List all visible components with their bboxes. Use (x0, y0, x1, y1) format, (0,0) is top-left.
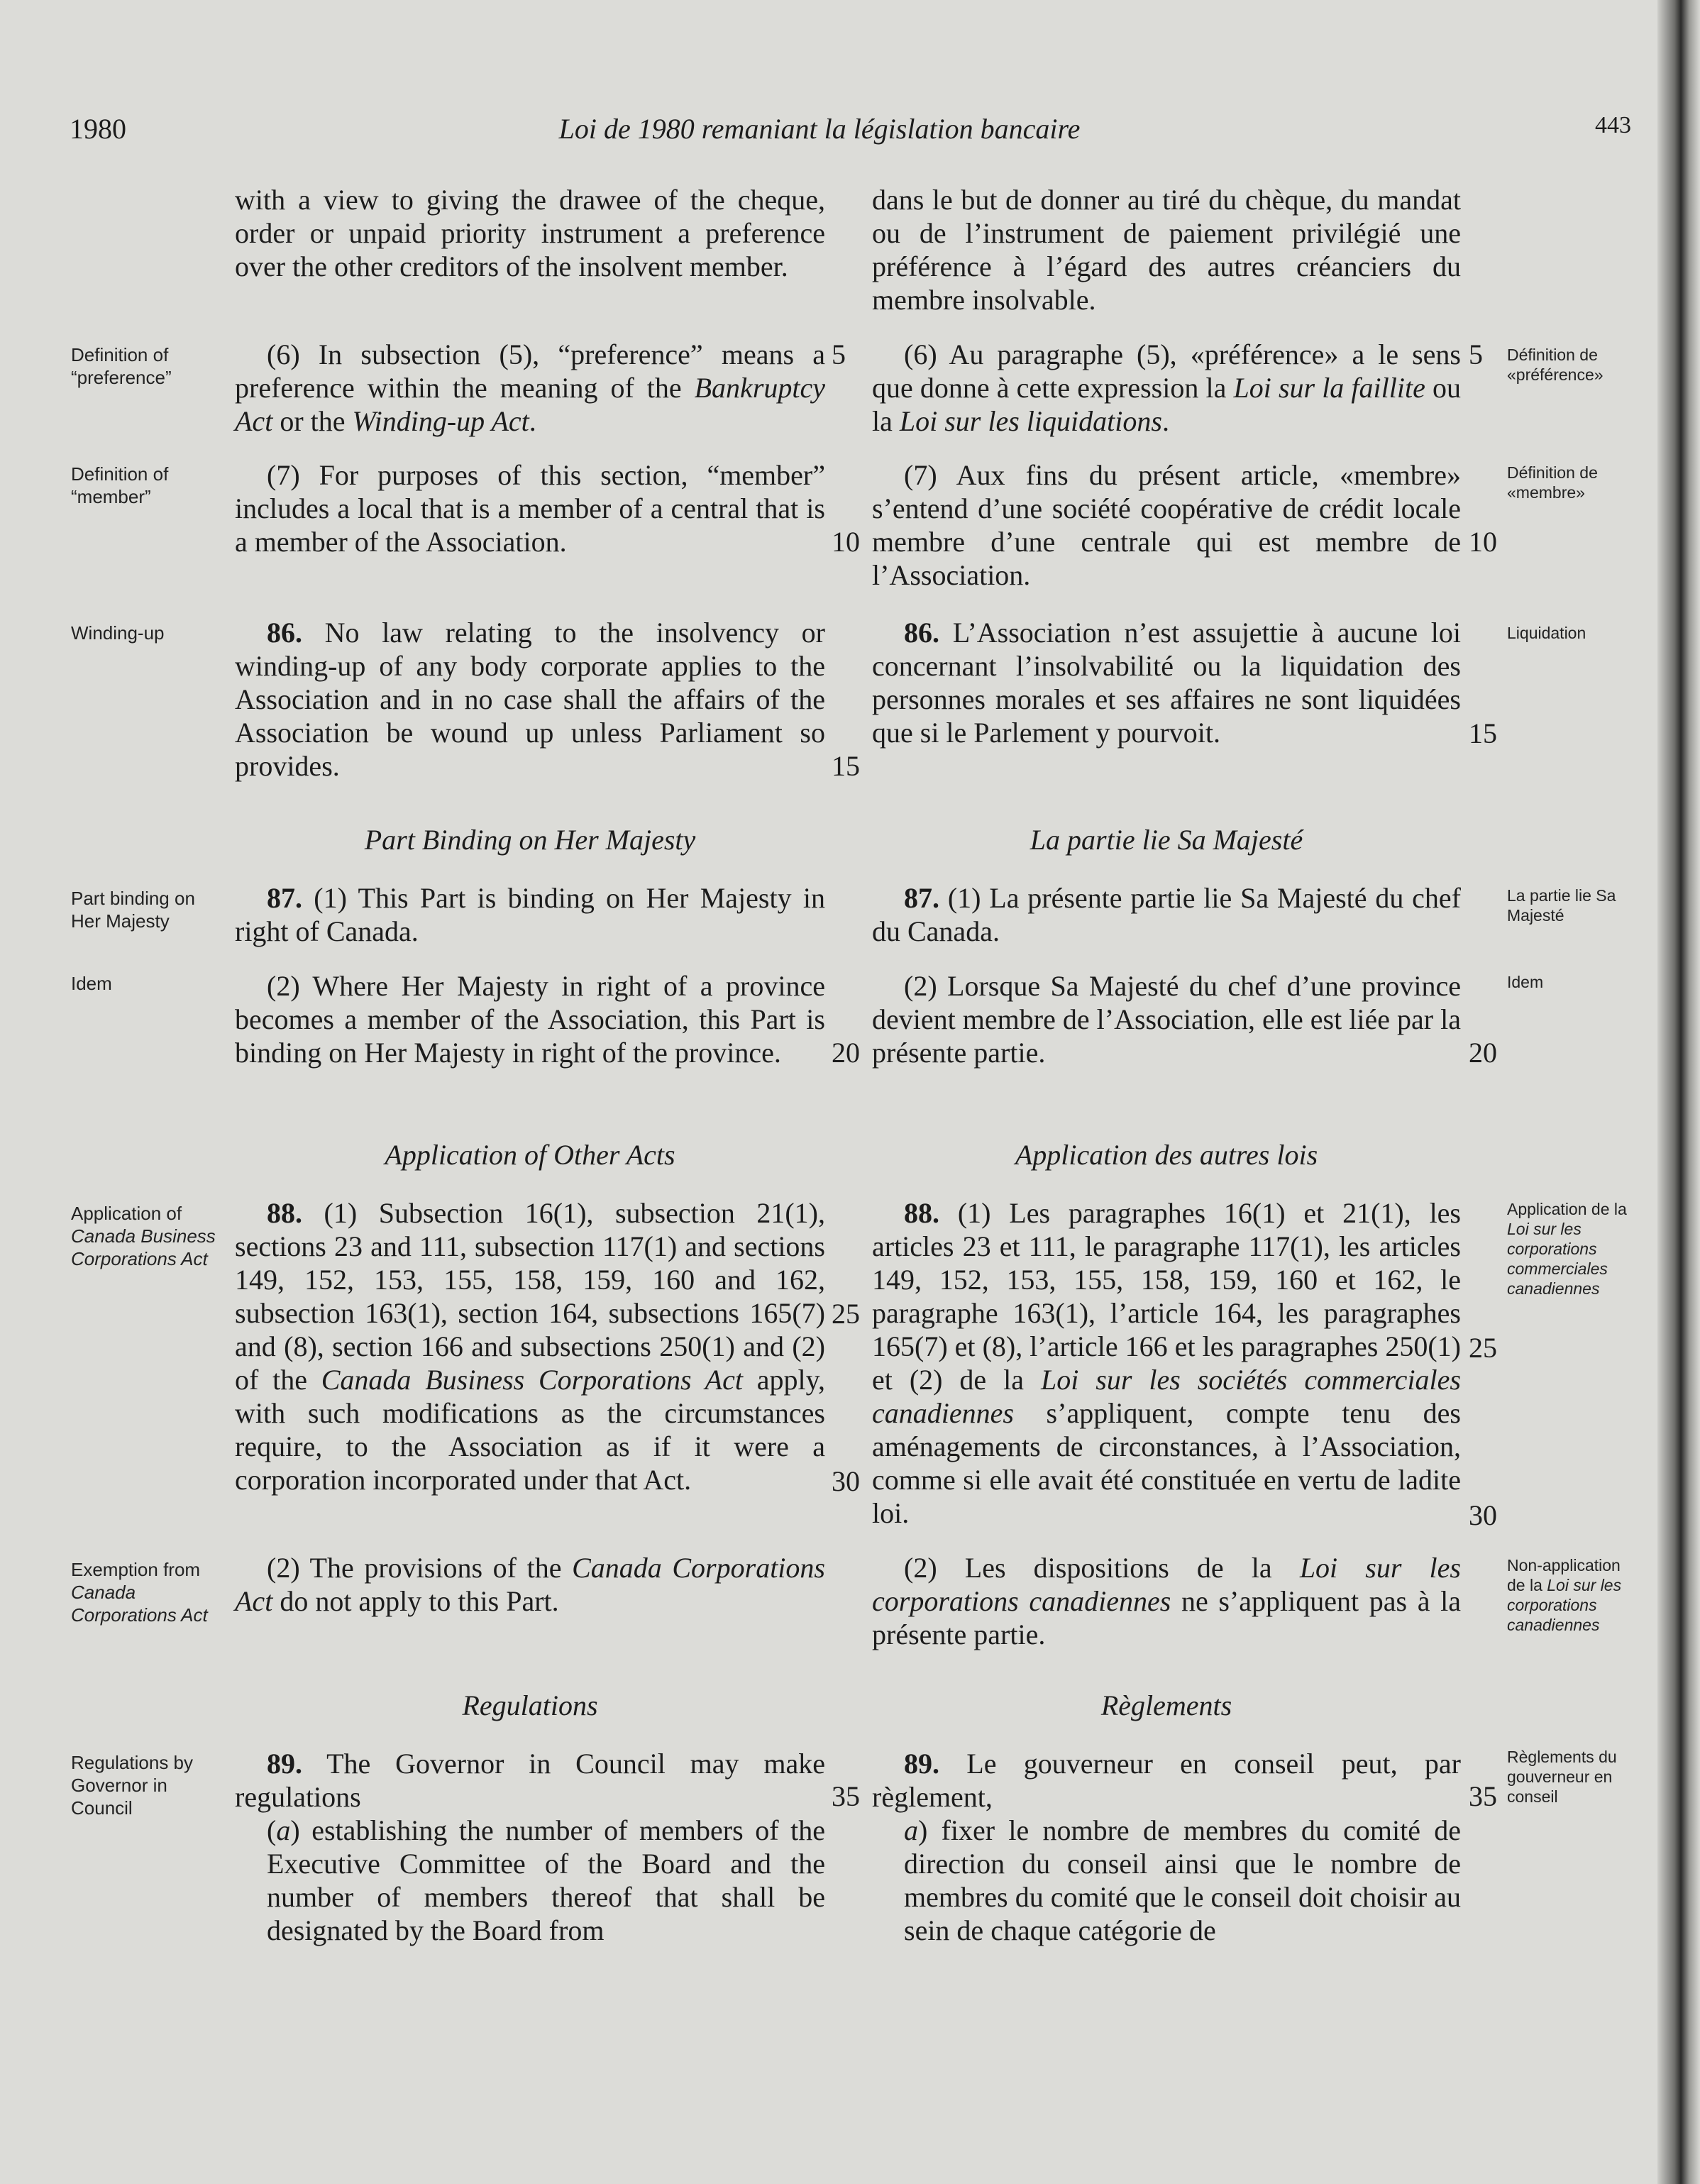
line-number: 10 (1469, 526, 1497, 558)
french-s86: 86. L’Association n’est assujettie à aucune loi concernant l’insolvabilité ou la liquidation des personnes morales et ses affaires ne sont liquidées que si le Parlement y pourvoit. (872, 617, 1461, 749)
line-number: 10 (832, 526, 860, 558)
french-heading-regulations: Règlements (1100, 1689, 1232, 1721)
line-number: 15 (1469, 717, 1497, 749)
margin-note-en-regulations: Regulations by Governor in Council (71, 1752, 193, 1819)
english-heading-other-acts: Application of Other Acts (385, 1139, 675, 1171)
english-s87-2: (2) Where Her Majesty in right of a province becomes a member of the Association, this Part is binding on Her Majesty in right of the province. (235, 970, 825, 1069)
margin-note-fr-non-application: Non-application de la Loi sur les corporations canadiennes (1507, 1556, 1622, 1634)
line-number: 30 (832, 1465, 860, 1497)
french-s87-2: (2) Lorsque Sa Majesté du chef d’une province devient membre de l’Association, elle est liée par la présente partie. (872, 970, 1461, 1069)
line-number: 35 (1469, 1780, 1497, 1812)
margin-note-en-exemption: Exemption from Canada Corporations Act (71, 1559, 208, 1626)
english-continuation: with a view to giving the drawee of the cheque, order or unpaid priority instrument a preference over the other creditors of the insolvent member. (235, 184, 825, 282)
line-number: 35 (832, 1780, 860, 1812)
line-number: 5 (1469, 338, 1483, 370)
french-s85-7: (7) Aux fins du présent article, «membre» s’entend d’une société coopérative de crédit locale membre d’une centrale qui est membre de l’Association. (872, 459, 1461, 591)
english-heading-part-binding: Part Binding on Her Majesty (364, 824, 696, 856)
line-number: 25 (832, 1298, 860, 1330)
english-s85-6: (6) In subsection (5), “preference” means a preference within the meaning of the Bankruptcy Act or the Winding-up Act. (235, 338, 825, 437)
margin-note-en-application-cbca: Application of Canada Business Corporations Act (71, 1203, 216, 1269)
english-s87-1: 87. (1) This Part is binding on Her Majesty in right of Canada. (235, 882, 825, 947)
french-s85-6: (6) Au paragraphe (5), «préférence» a le sens que donne à cette expression la Loi sur la faillite ou la Loi sur les liquidations. (872, 338, 1461, 437)
line-number: 5 (832, 338, 846, 370)
french-heading-other-acts: Application des autres lois (1015, 1139, 1318, 1171)
french-s89: 89. Le gouverneur en conseil peut, par règlement, (872, 1748, 1461, 1813)
french-s88-2: (2) Les dispositions de la Loi sur les corporations canadiennes ne s’appliquent pas à la présente partie. (872, 1552, 1461, 1650)
french-s89-a: a) fixer le nombre de membres du comité de direction du conseil ainsi que le nombre de membres du comité que le conseil doit choisir au sein de chaque catégorie de (904, 1814, 1461, 1946)
english-s88-1: 88. (1) Subsection 16(1), subsection 21(1), sections 23 and 111, subsection 117(1) and sections 149, 152, 153, 155, 158, 159, 160 and 162, subsection 163(1), section 164, subsections 165(7) and (8), section 166 and subsections 250(1) and (2) of the Canada Business Corporations Act apply, with such modifications as the circumstances require, to the Association as if it were a corporation incorporated under that Act. (235, 1197, 825, 1496)
line-number: 20 (832, 1037, 860, 1069)
margin-note-fr-regulations: Règlements du gouverneur en conseil (1507, 1748, 1617, 1806)
page-binding-edge (1657, 0, 1700, 2184)
margin-note-en-winding-up: Winding-up (71, 622, 165, 644)
line-number: 30 (1469, 1499, 1497, 1531)
margin-note-en-part-binding: Part binding on Her Majesty (71, 888, 195, 932)
english-s85-7: (7) For purposes of this section, “member” includes a local that is a member of a central that is a member of the Association. (235, 459, 825, 558)
french-s88-1: 88. (1) Les paragraphes 16(1) et 21(1), les articles 23 et 111, le paragraphe 117(1), les articles 149, 152, 153, 155, 158, 159, 160 et 162, le paragraphe 163(1), l’article 164, les paragraphes 165(7) et (8), l’article 166 et les paragraphes 250(1) et (2) de la Loi sur les sociétés commerciales canadiennes s’appliquent, compte tenu des aménagements de circonstances, à l’Association, comme si elle avait été constituée en vertu de ladite loi. (872, 1197, 1461, 1529)
running-head-year: 1980 (70, 113, 126, 145)
line-number: 20 (1469, 1037, 1497, 1069)
english-s88-2: (2) The provisions of the Canada Corporations Act do not apply to this Part. (235, 1552, 825, 1617)
english-heading-regulations: Regulations (462, 1689, 598, 1721)
french-heading-part-binding: La partie lie Sa Majesté (1030, 824, 1303, 856)
running-head-title: Loi de 1980 remaniant la législation bancaire (558, 113, 1081, 145)
english-s86: 86. No law relating to the insolvency or winding-up of any body corporate applies to the Association and in no case shall the affairs of the Association be wound up unless Parliament so provides. (235, 617, 825, 782)
french-s87-1: 87. (1) La présente partie lie Sa Majesté du chef du Canada. (872, 882, 1461, 947)
margin-note-en-def-preference: Definition of “preference” (71, 344, 172, 388)
line-number: 25 (1469, 1332, 1497, 1364)
margin-note-en-idem: Idem (71, 973, 112, 994)
page-number: 443 (1595, 112, 1631, 138)
margin-note-fr-idem: Idem (1507, 973, 1544, 991)
margin-note-fr-def-preference: Définition de «préférence» (1507, 346, 1604, 384)
line-number: 15 (832, 750, 860, 782)
margin-note-fr-liquidation: Liquidation (1507, 624, 1586, 642)
english-s89: 89. The Governor in Council may make regulations (235, 1748, 825, 1813)
margin-note-fr-def-member: Définition de «membre» (1507, 463, 1598, 502)
french-continuation: dans le but de donner au tiré du chèque, du mandat ou de l’instrument de paiement privilégié une préférence à l’égard des autres créanciers du membre insolvable. (872, 184, 1461, 316)
english-s89-a: (a) establishing the number of members of the Executive Committee of the Board and the number of members thereof that shall be designated by the Board from (267, 1814, 825, 1946)
margin-note-fr-application-lsc: Application de la Loi sur les corporations commerciales canadiennes (1507, 1200, 1627, 1298)
margin-note-fr-part-binding: La partie lie Sa Majesté (1507, 886, 1616, 925)
margin-note-en-def-member: Definition of “member” (71, 463, 169, 507)
